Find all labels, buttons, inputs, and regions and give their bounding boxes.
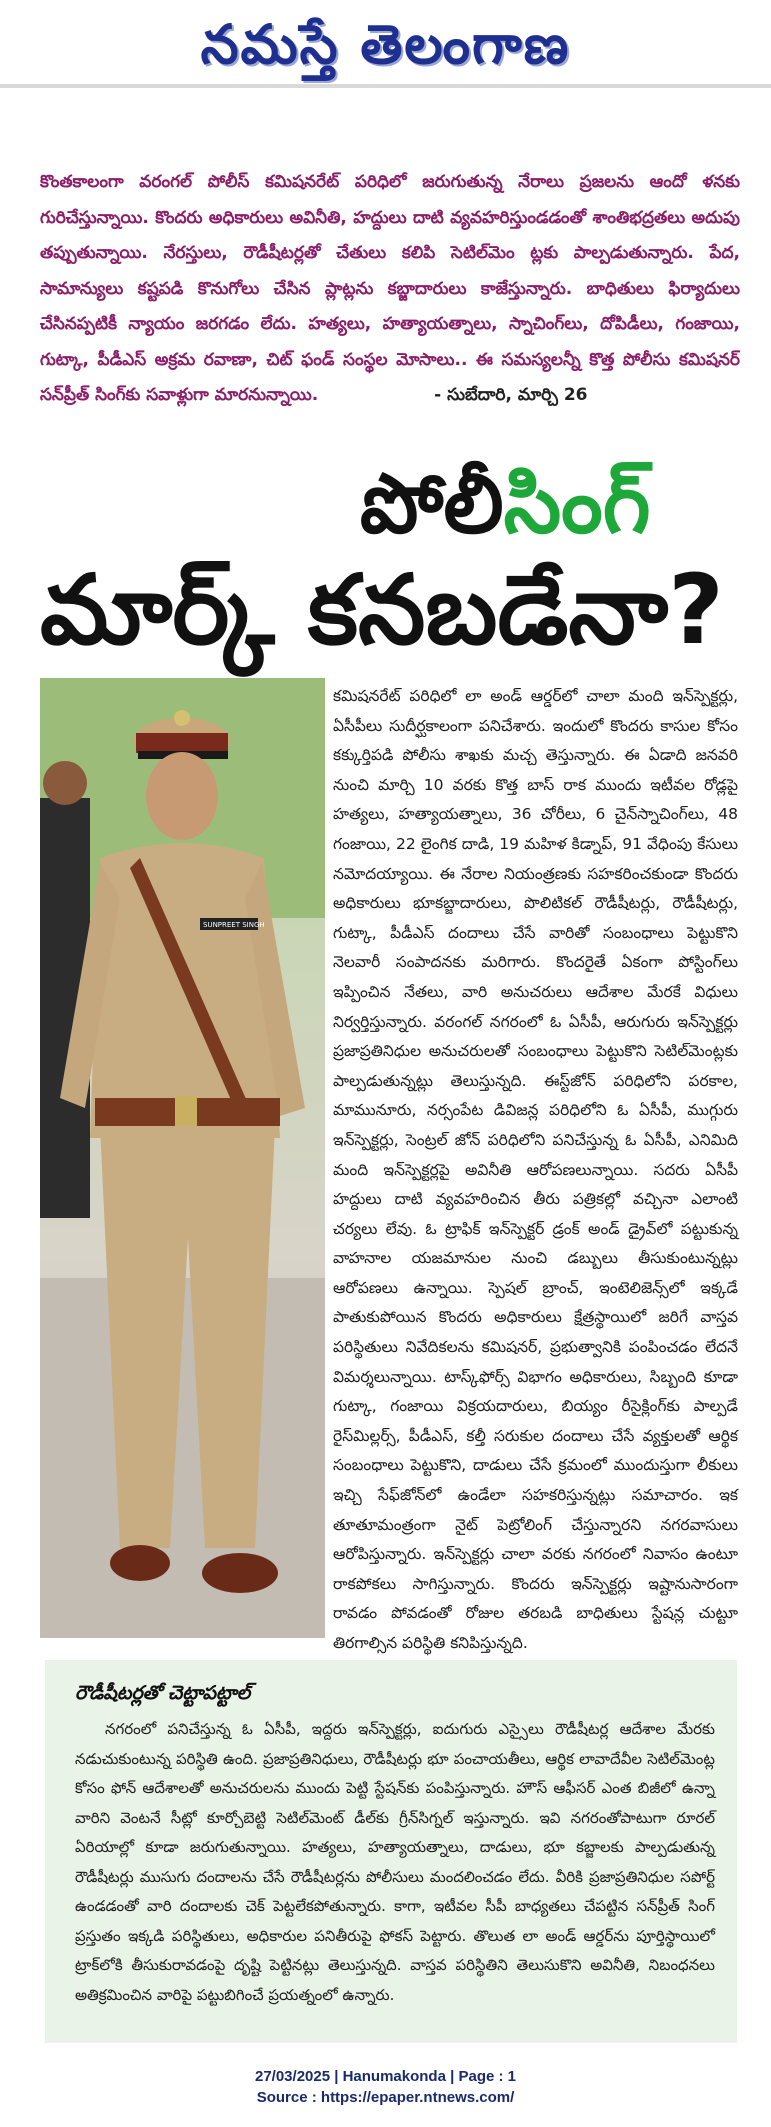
masthead	[0, 0, 771, 88]
intro-byline: - సుబేదారి, మార్చి 26	[434, 385, 588, 405]
headline-part-black: పోలీ	[360, 457, 504, 552]
headline-part-green: సింగ్	[503, 457, 651, 552]
sidebar-text: నగరంలో పనిచేస్తున్న ఓ ఏసీపీ, ఇద్దరు ఇన్‌స్పెక్టర్లు, ఐదుగురు ఎస్సైలు రౌడీషీటర్ల ఆదేశాల మేరకు నడుచుకుంటున్న పరిస్థితి ఉంది. ప్రజాప్రతినిధులు, రౌడీషీటర్లు భూ పంచాయతీలు, ఆర్థిక లావాదేవీల సెటిల్‌మెంట్ల కోసం ఫోన్ ఆదేశాలతో అనుచరులను ముందు పెట్టి స్టేషన్‌కు పంపిస్తున్నారు. హౌస్ ఆఫీసర్ ఎంత బిజీలో ఉన్నా వారిని వెంటనే సీట్లో కూర్చోబెట్టి సెటిల్‌మెంట్ డీల్‌కు గ్రీన్‌సిగ్నల్ ఇస్తున్నారు. ఇవి నగరంతోపాటుగా రూరల్ ఏరియాల్లో కూడా జరుగుతున్నాయి. హత్యలు, హత్యాయత్నాలు, దాడులు, భూ కబ్జాలకు పాల్పడుతున్న రౌడీషీటర్లు ముసుగు దందాలను చేసే రౌడీషీటర్లను పోలీసులు మందలించడం లేదు. వీరికి ప్రజాప్రతినిధుల సపోర్ట్ ఉండడంతో వారి దందాలకు చెక్ పెట్టలేకపోతున్నారు. కాగా, ఇటీవల సీపీ బాధ్యతలు చేపట్టిన సన్‌ప్రీత్ సింగ్ ప్రస్తుతం ఇక్కడి పరిస్థితులు, అధికారుల పనితీరుపై ఫోకస్ పెట్టారు. తొలుత లా అండ్ ఆర్డర్‌ను పూర్తిస్థాయిలో ట్రాక్‌లోకి తీసుకురావడంపై దృష్టి పెట్టినట్లు తెలుస్తున్నది. వాస్తవ పరిస్థితిని తెలుసుకొని అవినీతి, నిబంధనలు అతిక్రమించిన వారిపై పట్టుబిగించే ప్రయత్నంలో ఉన్నారు.	[75, 1720, 715, 2004]
commissioner-photo	[40, 678, 325, 1638]
article-body: కమిషనరేట్ పరిధిలో లా అండ్ ఆర్డర్‌లో చాలా మంది ఇన్‌స్పెక్టర్లు, ఏసీపీలు సుదీర్ఘకాలంగా పనిచేశారు. ఇందులో కొందరు కాసుల కోసం కక్కుర్తిపడి పోలీసు శాఖకు మచ్చ తెస్తున్నారు. ఈ ఏడాది జనవరి నుంచి మార్చి 10 వరకు కొత్త బాస్ రాక ముందు ఇటీవల రోడ్లపై హత్యలు, హత్యాయత్నాలు, 36 చోరీలు, 6 చైన్‌స్నాచింగ్‌లు, 48 గంజాయి, 22 లైంగిక దాడి, 19 మహిళ కిడ్నాప్, 91 వేధింపు కేసులు నమోదయ్యాయి. ఈ నేరాల నియంత్రణకు సహకరించకుండా కొందరు అధికారులు భూకబ్జాదారులు, పొలిటికల్ రౌడీషీటర్లు, రౌడీషీటర్లు, గుట్కా, పీడీఎస్ దందాలు చేసే వారితో సంబంధాలు పెట్టుకొని నెలవారీ సంపాదనకు మరిగారు. కొందరైతే ఏకంగా పోస్టింగ్‌లు ఇప్పించిన నేతలు, వారి అనుచరులు ఆదేశాల మేరకే విధులు నిర్వర్తిస్తున్నారు. వరంగల్ నగరంలో ఓ ఏసీపీ, ఆరుగురు ఇన్‌స్పెక్టర్లు ప్రజాప్రతినిధుల అనుచరులతో సంబంధాలు పెట్టుకొని సెటిల్‌మెంట్లకు పాల్పడుతున్నట్లు తెలుస్తున్నది. ఈస్ట్‌జోన్ పరిధిలోని పరకాల, మామునూరు, నర్సంపేట డివిజన్ల పరిధిలోని ఓ ఏసీపీ, ముగ్గురు ఇన్‌స్పెక్టర్లు, సెంట్రల్ జోన్ పరిధిలోని పనిచేస్తున్న ఓ ఏసీపీ, ఎనిమిది మంది ఇన్‌స్పెక్టర్లపై అవినీతి ఆరోపణలున్నాయి. సదరు ఏసీపీ హద్దులు దాటి వ్యవహరించిన తీరు పత్రికల్లో వచ్చినా ఎలాంటి చర్యలు లేవు. ఓ ట్రాఫిక్ ఇన్‌స్పెక్టర్ డ్రంక్ అండ్ డ్రైవ్‌లో పట్టుకున్న వాహనాల యజమానుల నుంచి డబ్బులు తీసుకుంటున్నట్లు ఆరోపణలు ఉన్నాయి. స్పెషల్ బ్రాంచ్, ఇంటెలిజెన్స్‌లో ఇక్కడే పాతుకుపోయిన కొందరు అధికారులు క్షేత్రస్థాయిలో జరిగే వాస్తవ పరిస్థితులు నివేదికలను కమిషనర్, ప్రభుత్వానికి పంపించడం లేదనే విమర్శలున్నాయి. టాస్క్‌ఫోర్స్ విభాగం అధికారులు, సిబ్బంది కూడా గుట్కా, గంజాయి విక్రయదారులు, బియ్యం రీసైక్లింగ్‌కు పాల్పడే రైస్‌మిల్లర్స్, పీడీఎస్, కల్తీ సరుకుల దందాలు చేసే వ్యక్తులతో ఆర్థిక సంబంధాలు పెట్టుకొని, దాడులు చేసే క్రమంలో ముందుస్తుగా లీకులు ఇచ్చి సేఫ్‌జోన్‌లో ఉండేలా సహకరిస్తున్నట్లు సమాచారం. ఇక తూతూమంత్రంగా నైట్ పెట్రోలింగ్ చేస్తున్నారని నగరవాసులు ఆరోపిస్తున్నారు. ఇన్‌స్పెక్టర్లు చాలా వరకు నగరంలో నివాసం ఉంటూ రాకపోకలు సాగిస్తున్నారు. కొందరు ఇన్‌స్పెక్టర్లు ఇష్టానుసారంగా రావడం పోవడంతో రోజుల తరబడి బాధితులు స్టేషన్ల చుట్టూ తిరగాల్సిన పరిస్థితి కనిపిస్తున్నది.	[333, 687, 738, 1652]
newspaper-title: నమస్తే తెలంగాణ	[200, 12, 571, 76]
footer	[0, 2066, 771, 2108]
intro-text: కొంతకాలంగా వరంగల్ పోలీస్ కమిషనరేట్ పరిధిలో జరుగుతున్న నేరాలు ప్రజలను ఆందో ళనకు గురిచేస్తున్నాయి. కొందరు అధికారులు అవినీతి, హద్దులు దాటి వ్యవహరిస్తుండడంతో శాంతిభద్రతలు అదుపు తప్పుతున్నాయి. నేరస్తులు, రౌడీషీటర్లతో చేతులు కలిపి సెటిల్‌మెం ట్లకు పాల్పడుతున్నారు. పేద, సామాన్యులు కష్టపడి కొనుగోలు చేసిన ప్లాట్లను కబ్జాదారులు కాజేస్తున్నారు. బాధితులు ఫిర్యాదులు చేసినప్పటికీ న్యాయం జరగడం లేదు. హత్యలు, హత్యాయత్నాలు, స్నాచింగ్‌లు, దోపిడీలు, గంజాయి, గుట్కా, పీడీఎస్ అక్రమ రవాణా, చిట్ ఫండ్ సంస్థల మోసాలు.. ఈ సమస్యలన్నీ కొత్త పోలీసు కమిషనర్ సన్‌ప్రీత్ సింగ్‌కు సవాళ్లుగా మారనున్నాయి.	[40, 172, 740, 405]
headline-line-2: మార్క్ కనబడేనా?	[40, 554, 724, 666]
sidebar-box	[45, 1660, 737, 2043]
masthead-divider	[0, 84, 771, 88]
footer-edition-info: 27/03/2025 | Hanumakonda | Page : 1	[254, 2068, 516, 2085]
footer-source-link[interactable]: Source : https://epaper.ntnews.com/	[256, 2089, 515, 2106]
name-badge: SUNPREET SINGH	[203, 921, 265, 929]
intro-paragraph	[40, 165, 740, 414]
police-officer-illustration	[40, 678, 325, 1638]
headline-line-1	[360, 455, 750, 555]
sidebar-title: రౌడీషీటర్లతో చెట్టాపట్టాల్	[75, 1682, 251, 1704]
